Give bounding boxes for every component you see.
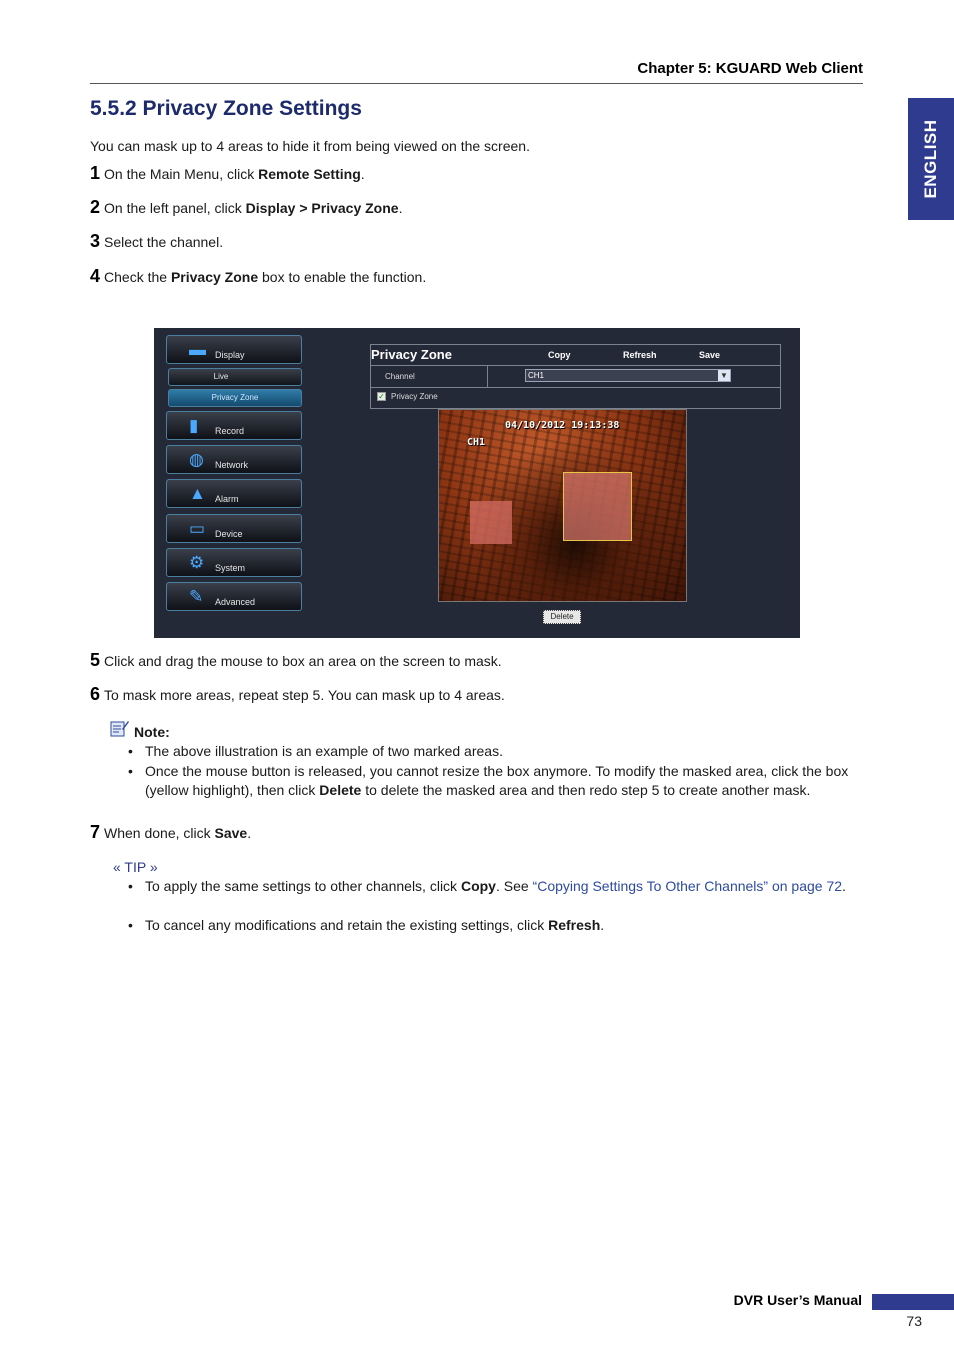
device-icon: ▭ — [189, 519, 206, 538]
note-label: Note: — [134, 724, 170, 740]
tip-text-end: . — [842, 878, 846, 894]
step-number: 4 — [90, 266, 101, 286]
step-number: 3 — [90, 231, 101, 251]
step-6 — [90, 684, 505, 705]
step-text: When done, click — [104, 825, 215, 841]
step-2 — [90, 197, 402, 218]
tip-bold: Refresh — [548, 917, 601, 933]
step-3 — [90, 231, 223, 252]
nav-label: Network — [215, 460, 249, 470]
step-4 — [90, 266, 426, 287]
globe-icon: ◍ — [189, 450, 204, 469]
nav-label: Display — [215, 350, 245, 360]
tip-item — [128, 877, 863, 896]
tip-text-end: . — [600, 917, 605, 933]
step-7 — [90, 822, 251, 843]
nav-network-button[interactable] — [166, 445, 302, 474]
refresh-button[interactable]: Refresh — [623, 350, 657, 360]
gear-icon: ⚙ — [189, 553, 205, 572]
step-text: To mask more areas, repeat step 5. You can mask up to 4 areas. — [104, 687, 505, 703]
panel-column-divider — [487, 366, 488, 387]
privacy-zone-checkbox-label: Privacy Zone — [391, 392, 438, 401]
nav-alarm-button[interactable] — [166, 479, 302, 508]
step-number: 1 — [90, 163, 101, 183]
nav-privacy-zone-button[interactable] — [168, 389, 302, 407]
nav-system-button[interactable] — [166, 548, 302, 577]
video-channel-label: CH1 — [467, 437, 486, 448]
save-button[interactable]: Save — [699, 350, 721, 360]
cross-reference-link[interactable]: “Copying Settings To Other Channels” on page 72 — [532, 878, 843, 894]
step-text: On the Main Menu, click — [104, 166, 259, 182]
panel-title: Privacy Zone — [371, 347, 452, 362]
channel-select[interactable] — [525, 369, 731, 382]
alarm-icon: ▲ — [189, 484, 206, 503]
tip-text: To cancel any modifications and retain the existing settings, click — [145, 917, 549, 933]
step-bold: Save — [214, 825, 248, 841]
nav-advanced-button[interactable] — [166, 582, 302, 611]
note-text: The above illustration is an example of two marked areas. — [145, 743, 503, 759]
note-text: Once the mouse button is released, you cannot resize the box anymore. To modify the masked area, click the box (yellow highlight), then click — [145, 763, 849, 798]
nav-label: Advanced — [215, 597, 256, 607]
video-timestamp: 04/10/2012 19:13:38 — [505, 420, 620, 431]
page-number: 73 — [906, 1313, 922, 1329]
step-text: On the left panel, click — [104, 200, 246, 216]
copy-button[interactable]: Copy — [548, 350, 571, 360]
note-text-end: to delete the masked area and then redo step 5 to create another mask. — [361, 782, 811, 798]
tip-label: « TIP » — [113, 859, 158, 875]
language-tab — [908, 98, 954, 220]
privacy-zone-panel — [370, 344, 781, 409]
nav-label: Record — [215, 426, 245, 436]
step-bold: Privacy Zone — [170, 269, 259, 285]
tip-text-mid: . See — [495, 878, 533, 894]
step-1 — [90, 163, 365, 184]
header-rule — [90, 83, 863, 84]
step-number: 5 — [90, 650, 101, 670]
channel-label: Channel — [385, 372, 415, 381]
intro-text: You can mask up to 4 areas to hide it from being viewed on the screen. — [90, 138, 530, 154]
note-item — [128, 762, 863, 800]
step-bold: Display > Privacy Zone — [245, 200, 399, 216]
panel-divider — [371, 365, 780, 366]
nav-record-button[interactable] — [166, 411, 302, 440]
step-text: Select the channel. — [104, 234, 224, 250]
step-text-end: . — [398, 200, 403, 216]
record-icon: ▮ — [189, 416, 199, 435]
step-text: Click and drag the mouse to box an area on the screen to mask. — [104, 653, 502, 669]
tip-item — [128, 916, 863, 935]
section-title: 5.5.2 Privacy Zone Settings — [90, 97, 362, 120]
nav-label: Alarm — [215, 494, 239, 504]
chapter-header: Chapter 5: KGUARD Web Client — [637, 60, 863, 77]
step-bold: Remote Setting — [258, 166, 361, 182]
step-number: 2 — [90, 197, 101, 217]
step-5 — [90, 650, 502, 671]
footer-manual-title: DVR User’s Manual — [733, 1292, 862, 1308]
tip-bold: Copy — [460, 878, 496, 894]
step-text-end: . — [247, 825, 252, 841]
mask-area-selected[interactable] — [563, 472, 632, 541]
privacy-zone-checkbox[interactable]: ✓ — [378, 392, 385, 401]
nav-label: Device — [215, 529, 243, 539]
nav-label: System — [215, 563, 246, 573]
step-number: 6 — [90, 684, 101, 704]
nav-label: Privacy Zone — [211, 393, 259, 402]
delete-button[interactable]: Delete — [543, 610, 581, 624]
footer-bar — [872, 1294, 954, 1310]
step-text: Check the — [104, 269, 171, 285]
tools-icon: ✎ — [189, 587, 204, 606]
step-number: 7 — [90, 822, 101, 842]
note-bold: Delete — [319, 782, 362, 798]
chevron-down-icon: ▼ — [718, 370, 730, 381]
note-item — [128, 742, 863, 761]
step-text-end: . — [360, 166, 365, 182]
panel-divider — [371, 387, 780, 388]
step-text-end: box to enable the function. — [258, 269, 427, 285]
tip-text: To apply the same settings to other channels, click — [145, 878, 461, 894]
nav-device-button[interactable] — [166, 514, 302, 543]
monitor-icon: ▬ — [189, 340, 206, 359]
note-icon — [110, 719, 129, 737]
channel-select-value: CH1 — [528, 371, 545, 380]
nav-label: Live — [213, 372, 229, 381]
language-tab-label: ENGLISH — [921, 119, 940, 199]
nav-live-button[interactable] — [168, 368, 302, 386]
nav-display-button[interactable] — [166, 335, 302, 364]
mask-area[interactable] — [470, 501, 512, 544]
video-preview[interactable] — [438, 409, 687, 602]
